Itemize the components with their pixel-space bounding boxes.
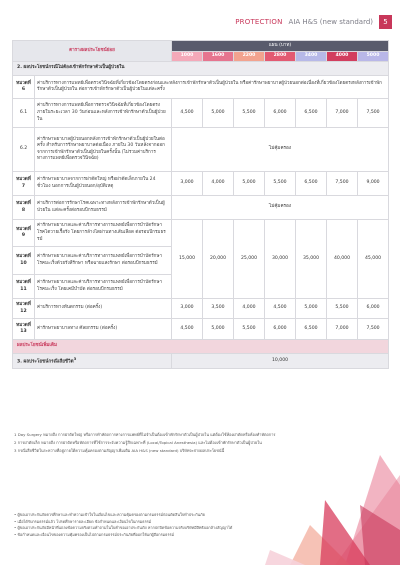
item-number: หมวดที่ 10 (13, 247, 35, 275)
item-number: หมวดที่ 13 (13, 319, 35, 340)
disclaimer-item: • ผู้ขอเอาประกันภัยควรศึกษาและทำความเข้าใจในเงื่อนไขและความคุ้มครองตามกรมธรรม์ก่อนตัดสินใจทำประกันภัย (14, 512, 205, 517)
item-number: หมวดที่ 9 (13, 220, 35, 247)
item-number: 6.1 (13, 99, 35, 128)
value-cell: 7,500 (358, 99, 389, 128)
item-description: ค่ารักษาพยาบาลและค่าบริการทางการแพทย์เพื่อการบำบัดรักษาโรคมะเร็ง โดยเคมีบำบัด ต่อรอบปีกรมธรรม์ (35, 275, 172, 299)
decorative-petal-graphic (250, 455, 400, 565)
item-number: หมวดที่ 12 (13, 299, 35, 319)
plan-3400: 3400 (296, 51, 327, 62)
value-cell: 5,500 (265, 172, 296, 196)
item-description: ค่ารักษาพยาบาลทาง ศัลยกรรม (ต่อครั้ง) (35, 319, 172, 340)
footnote-2: 2 การผ่าตัดเล็ก หมายถึง การผ่าตัดหรือหัตถการที่ใช้การระงับความรู้สึกเฉพาะที่ (Local/Topical Anesthesia) และไม่ต้องเข้าพักรักษาตัวเป็นผู้ป่วยใน (14, 439, 262, 445)
extra-benefits-heading: ผลประโยชน์เพิ่มเติม (13, 340, 389, 354)
value-cell: 40,000 (327, 220, 358, 299)
plan-1000: 1000 (172, 51, 203, 62)
plan-2200: 2200 (234, 51, 265, 62)
page-header (235, 14, 392, 30)
value-cell: 5,000 (203, 319, 234, 340)
value-cell: 25,000 (234, 220, 265, 299)
header-protection: PROTECTION (235, 18, 283, 26)
section-3-footnote-ref: 3 (73, 356, 77, 362)
value-cell: 3,500 (203, 299, 234, 319)
value-cell: 45,000 (358, 220, 389, 299)
value-cell: 7,000 (327, 99, 358, 128)
not-covered-note: ไม่คุ้มครอง (172, 128, 389, 172)
value-cell: 6,000 (265, 319, 296, 340)
value-cell: 7,000 (327, 319, 358, 340)
value-cell: 3,000 (172, 172, 203, 196)
section-3-label: 3. ผลประโยชน์กรณีเสียชีวิต (17, 359, 74, 365)
value-cell: 4,500 (265, 299, 296, 319)
disclaimer-item: • เมื่อได้รับกรมธรรม์แล้ว โปรดศึกษารายละเอียด ข้อกำหนดและเงื่อนไขในกรมธรรม์ (14, 518, 152, 524)
item-description: ค่ารักษาพยาบาลผู้ป่วยนอกหลังการเข้าพักรักษาตัวเป็นผู้ป่วยในต่อครั้ง สำหรับการรักษาพยาบาลต่อเนื่อง ภายใน 30 วันหลังจากออกจากการเข้าพักรักษาตัวเป็นผู้ป่วยในครั้งนั้น (ไม่รวมค่าบริการทางการแพทย์เพื่อตรวจวินิจฉัย) (35, 128, 172, 172)
value-cell: 3,000 (172, 299, 203, 319)
table-row (13, 76, 389, 99)
item-number: หมวดที่ 7 (13, 172, 35, 196)
value-cell: 5,500 (327, 299, 358, 319)
value-cell: 6,500 (296, 319, 327, 340)
value-cell: 5,000 (234, 172, 265, 196)
plan-unit-header: แผน (บาท) (172, 41, 389, 52)
value-cell: 20,000 (203, 220, 234, 299)
disclaimer-notes (14, 512, 284, 538)
footnotes (14, 432, 386, 455)
benefits-table (12, 40, 389, 369)
disclaimer-item: • ผู้ขอเอาประกันภัยมีหน้าที่แถลงข้อความจริงตามคำถามในใบคำขอเอาประกันภัย หากปกปิดข้อความจริงบริษัทมีสิทธิบอกล้างสัญญาได้ (14, 525, 233, 531)
item-description: ค่าบริการทางการแพทย์เพื่อการตรวจวินิจฉัยที่เกี่ยวข้องโดยตรงภายในระยะเวลา 30 วันก่อนและหลังการเข้าพักรักษาตัวเป็นผู้ป่วยใน (35, 99, 172, 128)
value-cell: 6,000 (358, 299, 389, 319)
item-number: 6.2 (13, 128, 35, 172)
value-cell: 5,500 (234, 319, 265, 340)
value-cell: 4,000 (234, 299, 265, 319)
value-cell: 7,500 (358, 319, 389, 340)
disclaimer-item: • ข้อกำหนดและเงื่อนไขของความคุ้มครองเป็นไปตามกรมธรรม์ประกันภัยที่ออกให้แก่ผู้ถือกรมธรรม์ (14, 531, 175, 537)
value-cell: 15,000 (172, 220, 203, 299)
value-cell: 4,000 (203, 172, 234, 196)
table-row (13, 319, 389, 340)
table-row (13, 172, 389, 196)
value-cell: 6,500 (296, 172, 327, 196)
plan-4000: 4000 (327, 51, 358, 62)
plan-2800: 2800 (265, 51, 296, 62)
value-cell: 30,000 (265, 220, 296, 299)
footnote-1: 1 Day Surgery หมายถึง การผ่าตัดใหญ่ หรือการทำหัตถการทางการแพทย์ที่ไม่จำเป็นต้องเข้าพักรักษาตัวเป็นผู้ป่วยใน แต่ต้องใช้ห้องผ่าตัดหรือห้องทำหัตถการ (14, 432, 276, 437)
table-row (13, 220, 389, 247)
table-row (13, 128, 389, 172)
value-cell: 6,000 (265, 99, 296, 128)
value-cell: 5,000 (296, 299, 327, 319)
item-description: ค่ารักษาพยาบาลจากการผ่าตัดใหญ่ หรือผ่าตัดเล็กภายใน 24 ชั่วโมง นอกการเป็นผู้ป่วยนอก/อุบัติเหตุ (35, 172, 172, 196)
footnote-3: 3 กรณีเสียชีวิตในระหว่างที่อยู่ภายใต้ความคุ้มครองตามสัญญาเพิ่มเติม AIA H&S (new standard) บริษัทจะจ่ายผลประโยชน์นี้ (14, 447, 225, 453)
value-cell: 5,500 (234, 99, 265, 128)
value-cell: 5,000 (203, 99, 234, 128)
table-row (13, 99, 389, 128)
section-2-heading: 2. ผลประโยชน์กรณีไม่ต้องเข้าพักรักษาตัวเป็นผู้ป่วยใน (13, 62, 389, 76)
value-cell: 4,500 (172, 99, 203, 128)
item-description: ค่ารักษาพยาบาลและค่าบริการทางการแพทย์เพื่อการบำบัดรักษาโรคไตวายเรื้อรัง โดยการล้างไตผ่านทางเส้นเลือด ต่อรอบปีกรมธรรม์ (35, 220, 172, 247)
section-3-heading (13, 354, 172, 369)
item-number: หมวดที่ 8 (13, 196, 35, 220)
table-title: ตารางผลประโยชน์ย่อย (13, 41, 172, 62)
item-number: หมวดที่ 11 (13, 275, 35, 299)
page-number: 5 (379, 15, 392, 29)
plan-1600: 1600 (203, 51, 234, 62)
item-description: ค่าบริการทางทันตกรรม (ต่อครั้ง) (35, 299, 172, 319)
value-cell: 7,500 (327, 172, 358, 196)
value-cell: 9,000 (358, 172, 389, 196)
plan-5000: 5000 (358, 51, 389, 62)
not-covered-note: ไม่คุ้มครอง (172, 196, 389, 220)
value-cell: 4,500 (172, 319, 203, 340)
table-row (13, 196, 389, 220)
item-description: ค่าบริการต่อการรักษาโรคเฉพาะทางหลังการเข้าพักรักษาตัวเป็นผู้ป่วยใน แต่ละครั้งต่อรอบปีกรมธรรม์ (35, 196, 172, 220)
item-number: หมวดที่ 6 (13, 76, 35, 99)
value-cell: 6,500 (296, 99, 327, 128)
section-3-value: 10,000 (172, 354, 389, 369)
header-product: AIA H&S (new standard) (288, 18, 373, 26)
table-row (13, 299, 389, 319)
item-description: ค่ารักษาพยาบาลและค่าบริการทางการแพทย์เพื่อการบำบัดรักษาโรคมะเร็งด้วยรังสีรักษา หรือฉายแสงรักษา ต่อรอบปีกรมธรรม์ (35, 247, 172, 275)
item-description: ค่าบริการทางการแพทย์เพื่อตรวจวินิจฉัยที่เกี่ยวข้องโดยตรงก่อนและหลังการเข้าพักรักษาตัวเป็นผู้ป่วยใน หรือค่ารักษาพยาบาลผู้ป่วยนอกต่อเนื่องที่เกี่ยวข้องโดยตรงหลังการเข้าพักรักษาตัวเป็นผู้ป่วยใน ต่อการเข้าพักรักษาตัวเป็นผู้ป่วยในแต่ละครั้ง (35, 76, 389, 99)
value-cell: 35,000 (296, 220, 327, 299)
